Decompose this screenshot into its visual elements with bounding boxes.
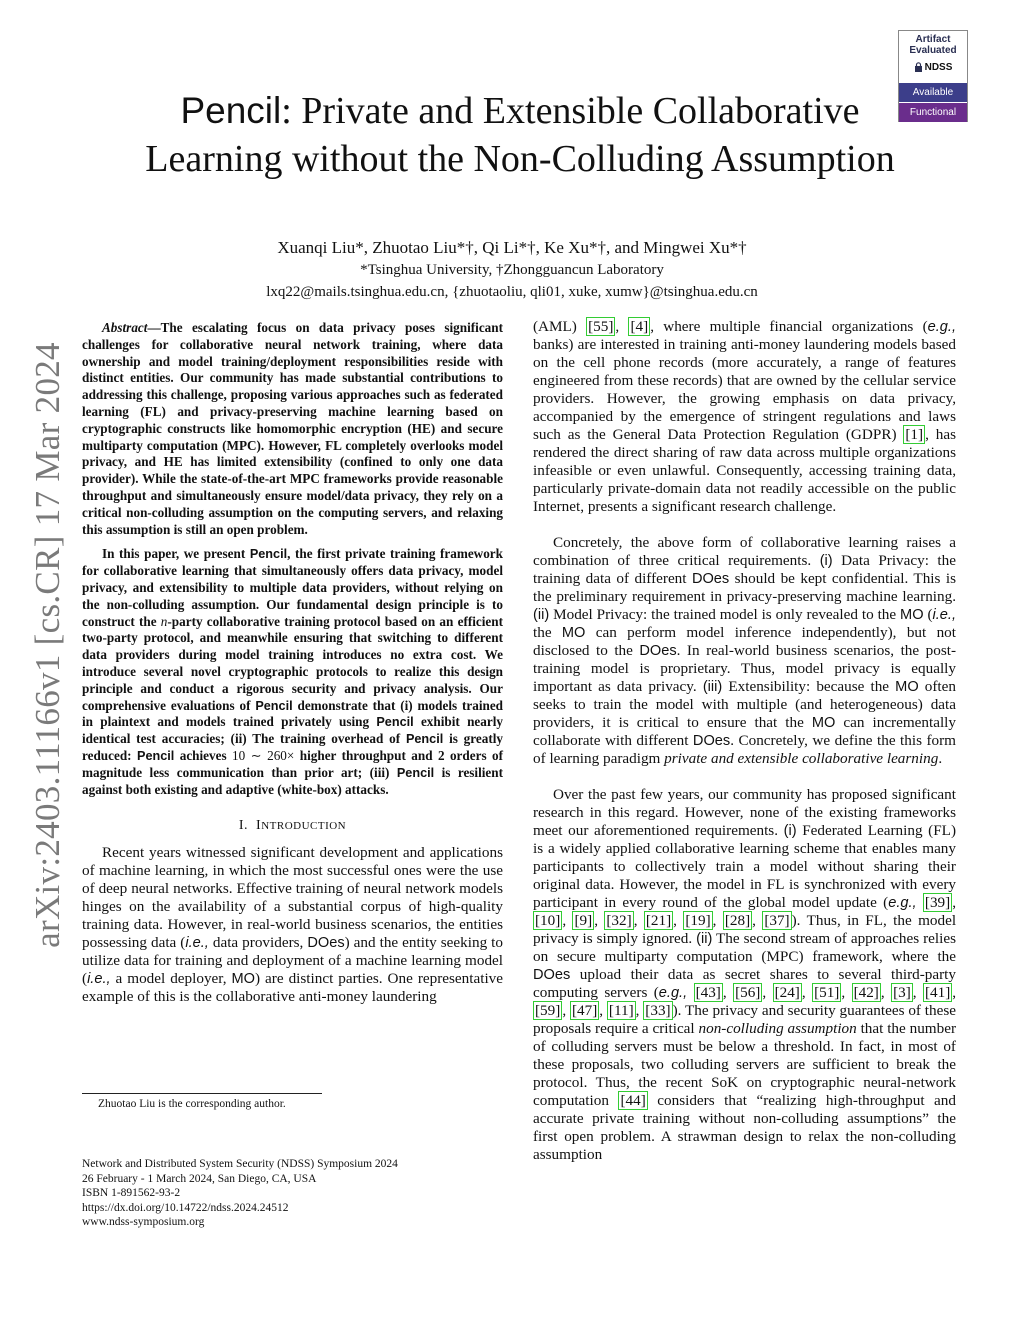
citation-link[interactable]: [59] xyxy=(535,1002,561,1019)
abstract-label: Abstract xyxy=(102,320,148,335)
badge-line1: Artifact xyxy=(915,34,951,45)
citation-link[interactable]: [1] xyxy=(905,426,924,443)
right-column xyxy=(533,318,956,1164)
citation-link[interactable]: [42] xyxy=(853,984,879,1001)
arxiv-identifier: arXiv:2403.11166v1 [cs.CR] 17 Mar 2024 xyxy=(28,342,67,948)
doi-link[interactable]: https://dx.doi.org/10.14722/ndss.2024.24512 xyxy=(82,1201,289,1214)
citation-link[interactable]: [47] xyxy=(571,1002,598,1019)
footnote: Zhuotao Liu is the corresponding author. xyxy=(98,1098,286,1110)
badge-logo-text: NDSS xyxy=(924,61,953,73)
intro-paragraph-1: Recent years witnessed significant development and applications of machine learning, in which the most successful ones were the use of deep neural networks. Effective training of neural network models hinges on the availability of a substantial corpus of high-quality training data. However, in real-world business scenarios, the entities possessing data (i.e., data providers, DOes) and the entity seeking to utilize data for training and deployment of a machine learning model (i.e., a model deployer, MO) are distinct parties. One representative example of this is the collaborative anti-money laundering xyxy=(82,844,503,1006)
right-paragraph-2: Concretely, the above form of collaborative learning raises a combination of three critical requirements. (i) Data Privacy: the training data of different DOes should be kept confidential. This is the preliminary requirement in privacy-preserving machine learning. (ii) Model Privacy: the trained model is only revealed to the MO (i.e., the MO can perform model inference independently), but not disclosed to the DOes. In real-world business scenarios, the post-training model is proprietary. Thus, model privacy is equally important as data privacy. (iii) Extensibility: because the MO often seeks to train the model with multiple (and heterogeneous) data providers, it is critical to ensure that the MO can incrementally collaborate with different DOes. Concretely, we define the this form of learning paradigm private and extensible collaborative learning. xyxy=(533,534,957,767)
citation-link[interactable]: [28] xyxy=(724,912,751,929)
citation-link[interactable]: [3] xyxy=(893,984,911,1001)
citation-link[interactable]: [56] xyxy=(735,984,761,1001)
citation-link[interactable]: [4] xyxy=(630,318,649,335)
citation-link[interactable]: [41] xyxy=(924,984,951,1001)
citation-link[interactable]: [11] xyxy=(608,1002,634,1019)
citation-link[interactable]: [44] xyxy=(620,1092,646,1109)
citation-link[interactable]: [43] xyxy=(695,984,721,1001)
badge-available: Available xyxy=(899,83,967,102)
title-line1: : Private and Extensible Collaborative xyxy=(281,90,860,132)
paper-title xyxy=(60,87,980,183)
conference-line: Network and Distributed System Security (NDSS) Symposium 2024 xyxy=(82,1158,398,1170)
author-emails: lxq22@mails.tsinghua.edu.cn, {zhuotaoliu, qli01, xuke, xumw}@tsinghua.edu.cn xyxy=(266,284,758,300)
citation-link[interactable]: [19] xyxy=(685,912,711,929)
citation-link[interactable]: [32] xyxy=(606,912,632,929)
conference-line: 26 February - 1 March 2024, San Diego, CA, USA xyxy=(82,1172,317,1185)
footnote-divider xyxy=(82,1093,322,1094)
citation-link[interactable]: [55] xyxy=(588,318,614,335)
abstract-paragraph-1 xyxy=(82,320,503,538)
author-list: Xuanqi Liu*, Zhuotao Liu*†, Qi Li*†, Ke Xu*†, and Mingwei Xu*† xyxy=(277,238,747,257)
citation-link[interactable]: [37] xyxy=(764,912,790,929)
conference-info xyxy=(82,1157,398,1230)
left-column xyxy=(82,320,503,1006)
system-name-inline: Pencil xyxy=(249,547,288,562)
citation-link[interactable]: [51] xyxy=(814,984,840,1001)
citation-link[interactable]: [21] xyxy=(645,912,672,929)
badge-line2: Evaluated xyxy=(909,45,957,56)
citation-link[interactable]: [39] xyxy=(924,894,951,911)
section-heading-introduction: I. INTRODUCTION xyxy=(238,818,347,834)
lock-icon xyxy=(914,62,923,72)
right-paragraph-1: (AML) [55] , [4] , where multiple financial organizations (e.g., banks) are interested in training anti-money laundering models based on the cell phone records (more accurately, a range of features engineered from these records) that are owned by the cellular service providers. However, the growing emphasis on data privacy, accompanied by the emergence of stringent regulations and laws such as the General Data Protection Regulation (GDPR) [1] , has rendered the direct sharing of raw data across multiple organizations infeasible or even unlawful. Consequently, accessing training data, particularly private-domain data not readily accessible on the public Internet, presents a significant research challenge. xyxy=(533,318,957,515)
website-link[interactable]: www.ndss-symposium.org xyxy=(82,1216,205,1229)
right-paragraph-3: Over the past few years, our community has proposed significant research in this regard. However, none of the existing frameworks meet our aforementioned requirements. (i) Federated Learning (FL) is a widely applied collaborative learning scheme that enables many participants to collectively train a model without sharing their original data. However, the model in FL is synchronized with every participant in every round of the global model update (e.g., [39] , [10] , [9] , [32] , [21] , [19] , [28] , [37] ). Thus, in FL, the model privacy is simply ignored. (ii) The second stream of approaches relies on secure multiparty computation (MPC) framework, where the DOes upload their data as secret shares to several third-party computing servers (e.g., [43] , [56] , [24] , [51] , [42] , [3] , [41] , [59] , [47] , [11] , [33] ). The privacy and security guarantees of these proposals require a critical non-colluding assumption that the number of colluding servers must be below a threshold. In fact, in most of these proposals, two colluding servers are sufficient to break the protocol. Thus, the recent SoK on cryptographic neural-network computation [44] considers that “realizing high-throughput and accurate private training without non-colluding assumptions” the first open problem. A strawman design to relax the non-colluding assumption xyxy=(533,786,957,1163)
affiliations: *Tsinghua University, †Zhongguancun Laboratory xyxy=(360,262,664,278)
ndss-logo xyxy=(899,59,967,75)
abstract-paragraph-2: In this paper, we present Pencil, the first private training framework for collaborative learning that simultaneously offers data privacy, model privacy, and extensibility to multiple data providers, without relying on the non-colluding assumption. Our fundamental design principle is to construct the n-party collaborative training protocol based on an efficient two-party protocol, and meanwhile ensuring that switching to different data providers during model training introduces no extra cost. We introduce several novel cryptographic protocols to realize this design principle and conduct a rigorous security and privacy analysis. Our comprehensive evaluations of Pencil demonstrate that (i) models trained in plaintext and models trained privately using Pencil exhibit nearly identical test accuracies; (ii) The training overhead of Pencil is greatly reduced: Pencil achieves 10 ∼ 260× higher throughput and 2 orders of magnitude less communication than prior art; (iii) Pencil is resilient against both existing and adaptive (white-box) attacks. xyxy=(82,546,504,797)
citation-link[interactable]: [10] xyxy=(535,912,561,929)
citation-link[interactable]: [33] xyxy=(645,1002,671,1019)
badge-functional: Functional xyxy=(899,103,967,122)
system-name: Pencil xyxy=(180,90,282,131)
title-line2: Learning without the Non-Colluding Assumption xyxy=(145,138,895,180)
abstract-text-1: —The escalating focus on data privacy poses significant challenges for collaborative neural network training, where data ownership and model training/deployment responsibilities reside with distinct entities. Our community has made substantial contributions to addressing this challenge, proposing various approaches such as federated learning (FL) and privacy-preserving machine learning based on cryptographic constructs like homomorphic encryption (HE) and secure multiparty computation (MPC). However, FL completely overlooks model privacy, and HE has limited extensibility (confined to only one data provider). While the state-of-the-art MPC frameworks provide reasonable throughput and simultaneously ensure model/data privacy, they rely on a critical non-colluding assumption on the computing servers, and relaxing this assumption is still an open problem. xyxy=(82,320,503,537)
conference-line: ISBN 1-891562-93-2 xyxy=(82,1187,181,1200)
citation-link[interactable]: [24] xyxy=(774,984,800,1001)
citation-link[interactable]: [9] xyxy=(574,912,593,929)
